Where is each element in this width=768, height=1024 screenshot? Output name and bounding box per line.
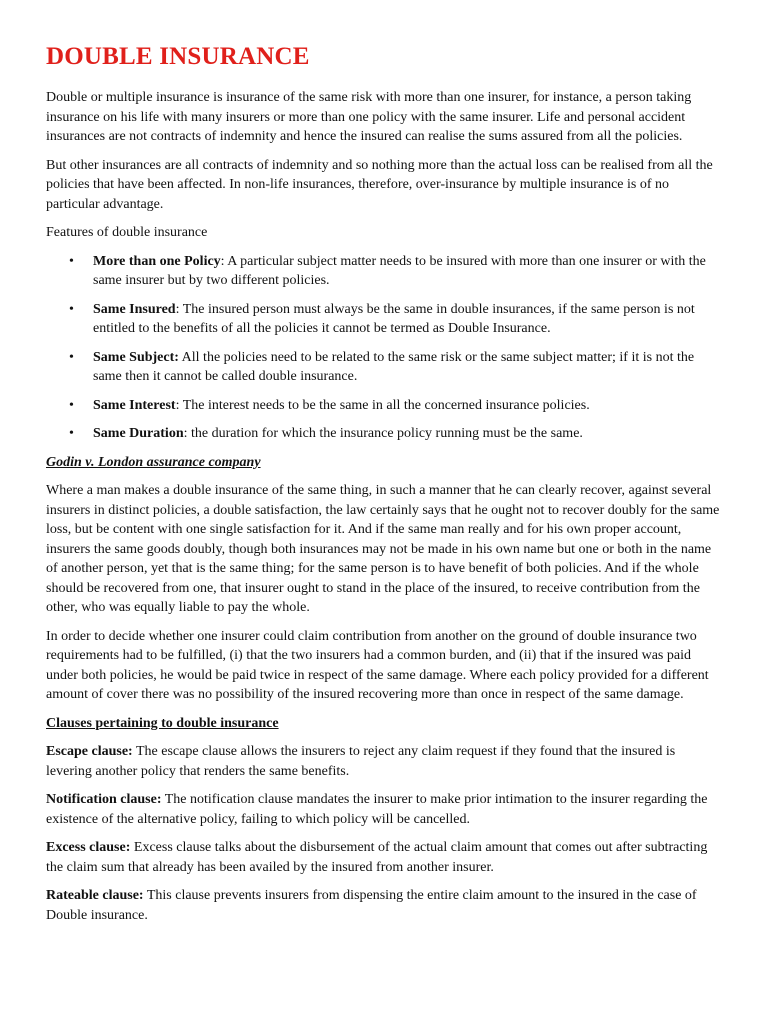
feature-term: Same Interest	[93, 397, 176, 413]
feature-term: Same Duration	[93, 426, 184, 441]
bullet-icon: •	[69, 349, 74, 365]
clause-paragraph	[46, 742, 720, 781]
feature-text: A particular subject matter needs to be insured with more than one insurer or with the same insurer but by two different policies.	[93, 253, 706, 288]
feature-item	[46, 348, 720, 387]
feature-text: The insured person must always be the same in double insurances, if the same person is not entitled to the benefits of all the policies it cannot be termed as Double Insurance.	[93, 301, 695, 336]
clause-paragraph	[46, 886, 720, 925]
clause-text: The escape clause allows the insurers to reject any claim request if they found that the insured is levering another policy that renders the same benefits.	[46, 744, 676, 779]
clauses-heading: Clauses pertaining to double insurance	[46, 715, 279, 731]
features-heading: Features of double insurance	[46, 225, 208, 240]
feature-item	[46, 252, 720, 291]
clause-term: Rateable clause:	[46, 888, 144, 903]
clause-term: Escape clause:	[46, 744, 133, 759]
feature-term: More than one Policy	[93, 253, 221, 269]
features-list	[46, 252, 720, 444]
case-paragraph: Where a man makes a double insurance of the same thing, in such a manner that he can clearly recover, against several insurers in distinct policies, a double satisfaction, the law certainly says that he ought not to recover doubly for the same loss, but be content with one single satisfaction for it. And if the same man really and for his own proper account, insurers the same goods doubly, though both insurances may not be made in his own name but one or both in the name of another person, yet that is the same thing; for the same person is to have benefit of both policies. And if the whole should be recovered from one, that insurer ought to stand in the place of the insured, to receive contribution from the other, who was equally liable to pay the whole.	[46, 483, 720, 615]
bullet-icon: •	[69, 426, 74, 441]
feature-separator: :	[183, 426, 188, 441]
feature-term: Same Insured	[93, 301, 176, 317]
bullet-icon: •	[69, 253, 74, 269]
clause-text: Excess clause talks about the disbursement of the actual claim amount that comes out after subtracting the claim sum that already has been availed by the insured from another insurer.	[46, 840, 708, 875]
feature-item	[46, 396, 720, 416]
clause-text: The notification clause mandates the insurer to make prior intimation to the insurer regarding the existence of the alternative policy, failing to which policy will be cancelled.	[46, 792, 708, 827]
clause-paragraph	[46, 790, 720, 829]
clause-paragraph	[46, 838, 720, 877]
feature-separator: :	[175, 301, 180, 317]
bullet-icon: •	[69, 301, 74, 317]
clause-text: This clause prevents insurers from dispensing the entire claim amount to the insured in the case of Double insurance.	[46, 888, 697, 923]
feature-separator: :	[220, 253, 225, 269]
feature-text: All the policies need to be related to the same risk or the same subject matter; if it is not the same then it cannot be called double insurance.	[93, 349, 695, 384]
feature-text: the duration for which the insurance policy running must be the same.	[187, 426, 583, 441]
feature-item	[46, 424, 720, 444]
page-title: DOUBLE INSURANCE	[46, 43, 310, 70]
case-paragraph: In order to decide whether one insurer could claim contribution from another on the ground of double insurance two requirements had to be fulfilled, (i) that the two insurers had a common burden, and (ii) that if the insured was paid under both policies, he would be paid twice in respect of the same damage. Where each policy provided for a different amount of cover there was no possibility of the insured recovering more than once in respect of the same damage.	[46, 628, 709, 702]
case-title: Godin v. London assurance company	[46, 454, 261, 470]
intro-paragraph: But other insurances are all contracts of indemnity and so nothing more than the actual loss can be realised from all the policies that have been affected. In non-life insurances, therefore, over-insurance by multiple insurance is of no particular advantage.	[46, 157, 713, 212]
feature-text: The interest needs to be the same in all the concerned insurance policies.	[179, 397, 590, 413]
feature-separator: :	[175, 397, 180, 413]
clause-term: Notification clause:	[46, 792, 162, 807]
intro-paragraph: Double or multiple insurance is insurance of the same risk with more than one insurer, for instance, a person taking insurance on his life with many insurers or more than one policy with the same insurer. Life and personal accident insurances are not contracts of indemnity and hence the insured can realise the sums assured from all the policies.	[46, 90, 692, 144]
clause-term: Excess clause:	[46, 840, 131, 855]
bullet-icon: •	[69, 397, 74, 413]
feature-term: Same Subject:	[93, 349, 179, 365]
feature-item	[46, 300, 720, 339]
